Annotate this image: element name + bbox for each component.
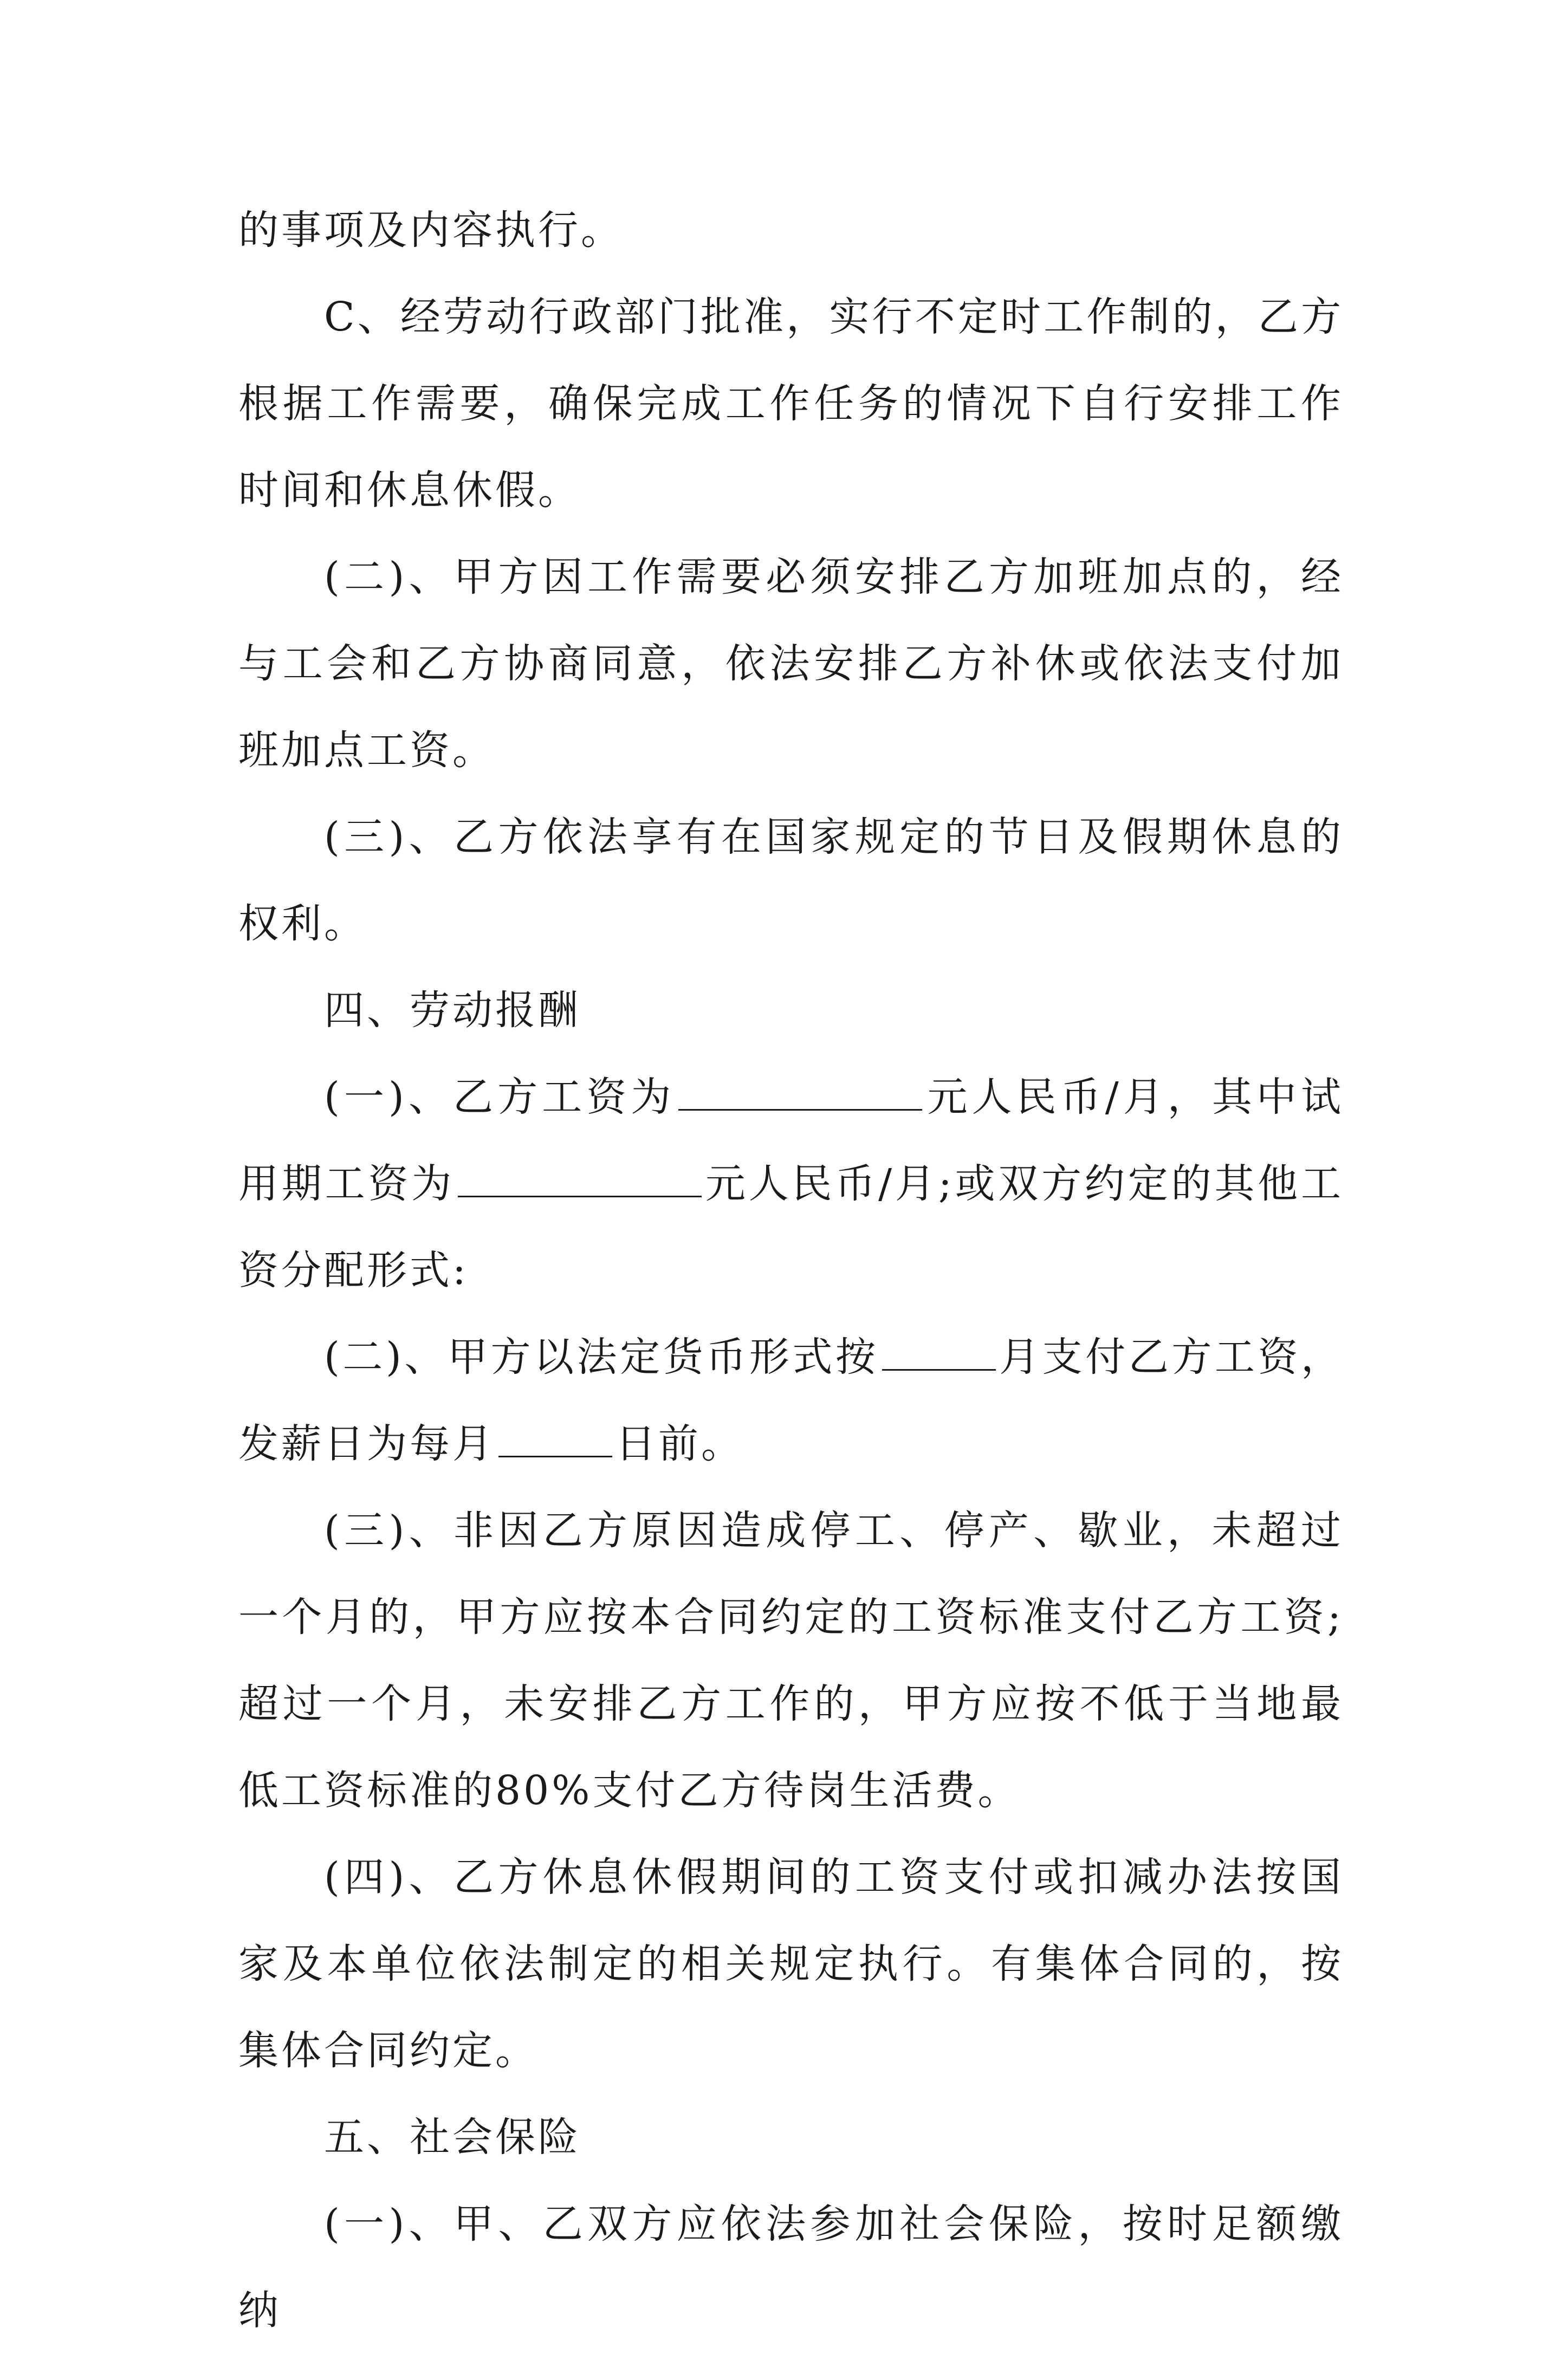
paragraph-insurance-contribution: (一)、甲、乙双方应依法参加社会保险，按时足额缴纳 [238,2201,1344,2334]
paragraph-payment-schedule [238,1314,1344,1487]
document-body [238,187,1344,2354]
section-heading-social-insurance: 五、社会保险 [324,2114,581,2161]
paragraph-holidays: (三)、乙方依法享有在国家规定的节日及假期休息的权利。 [238,814,1344,947]
paragraph-leave-pay: (四)、乙方休息休假期间的工资支付或扣减办法按国家及本单位依法制定的相关规定执行。有集体合同的，按集体合同约定。 [238,1854,1344,2074]
payment-period-blank-field [882,1335,996,1371]
paragraph-continuation: 的事项及内容执行。 [238,207,624,254]
payday-blank-field [498,1422,612,1457]
payment-text-b: 月支付乙方工资，发薪日为每月 [238,1334,1344,1467]
probation-salary-blank-field [458,1162,702,1197]
paragraph-overtime: (二)、甲方因工作需要必须安排乙方加班加点的，经与工会和乙方协商同意，依法安排乙方补休或依法支付加班加点工资。 [238,554,1344,774]
paragraph-work-stoppage: (三)、非因乙方原因造成停工、停产、歇业，未超过一个月的，甲方应按本合同约定的工资标准支付乙方工资;超过一个月，未安排乙方工作的，甲方应按不低于当地最低工资标准的80%支付乙方待岗生活费。 [238,1507,1344,1814]
paragraph-flexible-hours: C、经劳动行政部门批准，实行不定时工作制的，乙方根据工作需要，确保完成工作任务的情况下自行安排工作时间和休息休假。 [238,294,1344,514]
salary-text-a: (一)、乙方工资为 [324,1074,676,1120]
paragraph-salary-amount [238,1054,1344,1314]
salary-blank-field [678,1075,922,1111]
salary-text-c: 元人民币/月;或双方约定的其他工资分配形式: [238,1160,1344,1294]
salary-text-b: 元人民币/月，其中试用期工资为 [238,1074,1344,1207]
payment-text-c: 日前。 [615,1421,744,1467]
section-heading-remuneration: 四、劳动报酬 [324,987,581,1034]
payment-text-a: (二)、甲方以法定货币形式按 [324,1334,879,1380]
